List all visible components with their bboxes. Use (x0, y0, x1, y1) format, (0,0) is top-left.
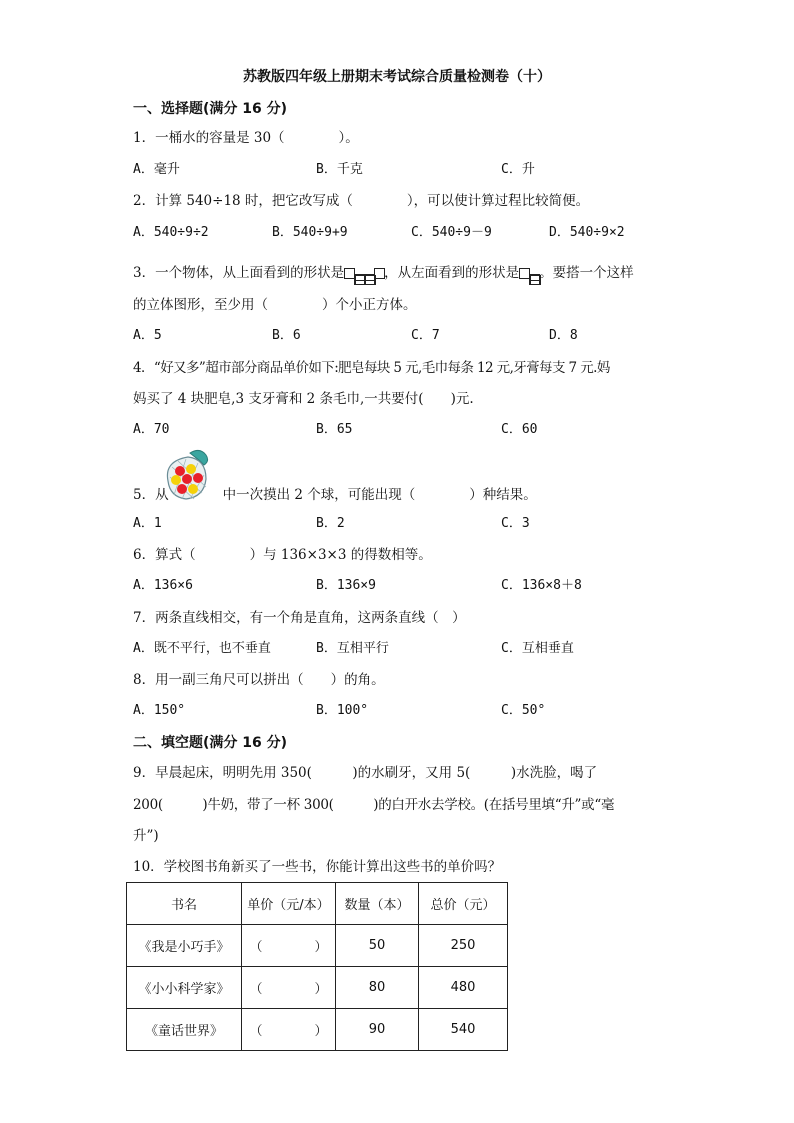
section-heading-choice: 一、选择题(满分 16 分) (133, 101, 288, 117)
q7-option-b[interactable]: B．互相平行 (316, 641, 389, 656)
page-title: 苏教版四年级上册期末考试综合质量检测卷（十） (243, 69, 551, 85)
question-8: 8．用一副三角尺可以拼出（ ）的角。 (133, 672, 385, 688)
book-name-cell: 《我是小巧手》 (127, 925, 242, 967)
quantity-cell: 50 (336, 925, 419, 967)
red-ball-icon (175, 466, 185, 476)
book-name-cell: 《小小科学家》 (127, 967, 242, 1009)
q1-option-c[interactable]: C．升 (501, 162, 535, 177)
section-heading-fill: 二、填空题(满分 16 分) (133, 735, 288, 751)
left-view-figure (519, 265, 539, 285)
question-7: 7．两条直线相交，有一个角是直角，这两条直线（ ） (133, 610, 466, 626)
q4-option-a[interactable]: A．70 (133, 422, 170, 437)
top-view-figure (344, 265, 384, 285)
q8-option-a[interactable]: A．150° (133, 703, 186, 718)
total-cell: 250 (419, 925, 508, 967)
q2-option-a[interactable]: A．540÷9÷2 (133, 225, 209, 240)
question-9-line-1: 9．早晨起床，明明先用 350( )的水刷牙，又用 5( )水洗脸，喝了 (133, 765, 598, 781)
q2-option-c[interactable]: C．540÷9－9 (411, 225, 492, 240)
question-2: 2．计算 540÷18 时，把它改写成（ ），可以使计算过程比较简便。 (133, 193, 590, 209)
question-4-line-2: 妈买了 4 块肥皂,3 支牙膏和 2 条毛巾,一共要付( )元. (133, 391, 474, 407)
total-cell: 540 (419, 1009, 508, 1051)
header-total: 总价（元） (419, 883, 508, 925)
red-ball-icon (193, 473, 203, 483)
header-book-name: 书名 (127, 883, 242, 925)
question-3-line-1 (133, 263, 634, 285)
table-row (127, 925, 508, 967)
q2-option-b[interactable]: B．540÷9+9 (272, 225, 348, 240)
q3-option-b[interactable]: B．6 (272, 328, 301, 343)
unit-price-blank[interactable]: （ ） (242, 1009, 336, 1051)
header-quantity: 数量（本） (336, 883, 419, 925)
question-9-line-2: 200( )牛奶，带了一杯 300( )的白开水去学校。(在括号里填“升”或“毫 (133, 797, 615, 813)
q6-option-c[interactable]: C．136×8＋8 (501, 578, 582, 593)
red-ball-icon (182, 474, 192, 484)
q3-text-c: 。要搭一个这样 (539, 265, 634, 281)
q3-option-a[interactable]: A．5 (133, 328, 162, 343)
q1-option-b[interactable]: B．千克 (316, 162, 363, 177)
question-9-line-3: 升”) (133, 828, 159, 844)
quantity-cell: 80 (336, 967, 419, 1009)
q5-option-c[interactable]: C．3 (501, 516, 530, 531)
q3-text-b: ，从左面看到的形状是 (384, 265, 520, 281)
q1-option-a[interactable]: A．毫升 (133, 162, 180, 177)
q3-option-c[interactable]: C．7 (411, 328, 440, 343)
q5-option-b[interactable]: B．2 (316, 516, 345, 531)
q5-suffix: 中一次摸出 2 个球，可能出现（ ）种结果。 (222, 487, 537, 503)
book-price-table (126, 882, 508, 1051)
book-name-cell: 《童话世界》 (127, 1009, 242, 1051)
unit-price-blank[interactable]: （ ） (242, 925, 336, 967)
question-5 (133, 485, 537, 505)
q5-prefix: 5．从 (133, 487, 169, 503)
table-row (127, 1009, 508, 1051)
total-cell: 480 (419, 967, 508, 1009)
q6-option-b[interactable]: B．136×9 (316, 578, 376, 593)
unit-price-blank[interactable]: （ ） (242, 967, 336, 1009)
question-4-line-1: 4．“好又多”超市部分商品单价如下:肥皂每块 5 元,毛巾每条 12 元,牙膏每支 7 元.妈 (133, 360, 610, 376)
q8-option-c[interactable]: C．50° (501, 703, 546, 718)
question-3-line-2: 的立体图形，至少用（ ）个小正方体。 (133, 297, 417, 313)
question-10: 10．学校图书角新买了一些书，你能计算出这些书的单价吗？ (133, 859, 502, 875)
q3-option-d[interactable]: D．8 (549, 328, 578, 343)
q8-option-b[interactable]: B．100° (316, 703, 369, 718)
table-row (127, 967, 508, 1009)
yellow-ball-icon (171, 475, 181, 485)
table-header-row (127, 883, 508, 925)
q4-option-c[interactable]: C．60 (501, 422, 538, 437)
q4-option-b[interactable]: B．65 (316, 422, 353, 437)
question-1: 1．一桶水的容量是 30（ ）。 (133, 130, 359, 146)
quantity-cell: 90 (336, 1009, 419, 1051)
header-unit-price: 单价（元/本） (242, 883, 336, 925)
q7-option-c[interactable]: C．互相垂直 (501, 641, 574, 656)
q2-option-d[interactable]: D．540÷9×2 (549, 225, 625, 240)
q5-option-a[interactable]: A．1 (133, 516, 162, 531)
yellow-ball-icon (186, 464, 196, 474)
q6-option-a[interactable]: A．136×6 (133, 578, 193, 593)
q3-text-a: 3．一个物体，从上面看到的形状是 (133, 265, 345, 281)
q7-option-a[interactable]: A．既不平行，也不垂直 (133, 641, 271, 656)
question-6: 6．算式（ ）与 136×3×3 的得数相等。 (133, 547, 432, 563)
